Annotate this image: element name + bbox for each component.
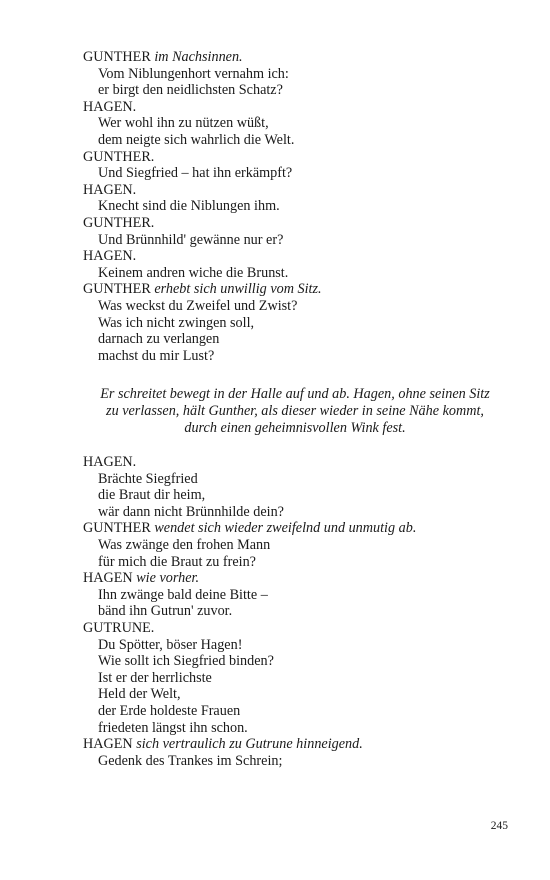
speaker-line xyxy=(83,248,513,265)
speaker-line xyxy=(83,736,513,753)
speaker-name: HAGEN. xyxy=(83,181,137,198)
speaker-line xyxy=(83,570,513,587)
stage-direction xyxy=(60,386,530,438)
verse-line: friedeten längst ihn schon. xyxy=(98,719,248,736)
speaker-name: HAGEN. xyxy=(83,98,137,115)
speaker-line xyxy=(83,99,513,116)
verse-line: Und Brünnhild' gewänne nur er? xyxy=(98,231,284,248)
stage-direction-line: Er schreitet bewegt in der Halle auf und ab. Hagen, ohne seinen Sitz xyxy=(100,386,490,402)
verse-line: Gedenk des Trankes im Schrein; xyxy=(98,752,283,769)
verse-line: Keinem andren wiche die Brunst. xyxy=(98,264,289,281)
stage-note: sich vertraulich zu Gutrune hinneigend. xyxy=(136,736,363,753)
verse-line: Ist er der herrlichste xyxy=(98,669,212,686)
verse-line: Brächte Siegfried xyxy=(98,470,198,487)
speaker-line xyxy=(83,215,513,232)
verse-line: dem neigte sich wahrlich die Welt. xyxy=(98,131,295,148)
verse-line: die Braut dir heim, xyxy=(98,487,206,504)
speaker-line xyxy=(83,454,513,471)
speaker-name: GUNTHER. xyxy=(83,214,155,231)
verse-line: Was zwänge den frohen Mann xyxy=(98,536,271,553)
verse-line: darnach zu verlangen xyxy=(98,331,220,348)
stage-note: im Nachsinnen. xyxy=(154,49,243,65)
verse-line: machst du mir Lust? xyxy=(98,347,215,364)
speaker-name: GUTRUNE. xyxy=(83,619,155,636)
verse-line: Wie sollt ich Siegfried binden? xyxy=(98,653,274,670)
speaker-name: GUNTHER. xyxy=(83,148,155,165)
speaker-name: GUNTHER xyxy=(83,281,151,298)
stage-note: wendet sich wieder zweifelnd und unmutig ab. xyxy=(154,520,417,537)
speaker-name: HAGEN. xyxy=(83,454,137,470)
verse-line: er birgt den neidlichsten Schatz? xyxy=(98,82,283,99)
speaker-line xyxy=(83,520,513,537)
stage-direction-line: durch einen geheimnisvollen Wink fest. xyxy=(184,420,406,437)
speaker-name: HAGEN xyxy=(83,570,133,587)
speaker-line xyxy=(83,620,513,637)
speaker-line xyxy=(83,149,513,166)
verse-line: Held der Welt, xyxy=(98,686,181,703)
verse-line: wär dann nicht Brünnhilde dein? xyxy=(98,503,284,520)
verse-line: für mich die Braut zu frein? xyxy=(98,553,256,570)
verse-line: Wer wohl ihn zu nützen wüßt, xyxy=(98,115,269,132)
dialogue-block-2 xyxy=(83,454,513,769)
verse-line: Was weckst du Zweifel und Zwist? xyxy=(98,297,298,314)
page-number: 245 xyxy=(490,820,508,832)
verse-line: bänd ihn Gutrun' zuvor. xyxy=(98,603,233,620)
dialogue-block-1 xyxy=(83,49,513,364)
speaker-line xyxy=(83,182,513,199)
speaker-name: GUNTHER xyxy=(83,520,151,537)
speaker-name: HAGEN xyxy=(83,736,133,753)
speaker-name: HAGEN. xyxy=(83,248,137,265)
stage-direction-line: zu verlassen, hält Gunther, als dieser wieder in seine Nähe kommt, xyxy=(106,403,484,420)
verse-line: der Erde holdeste Frauen xyxy=(98,702,241,719)
verse-line: Ihn zwänge bald deine Bitte – xyxy=(98,586,268,603)
verse-line: Und Siegfried – hat ihn erkämpft? xyxy=(98,165,293,182)
verse-line: Was ich nicht zwingen soll, xyxy=(98,314,255,331)
speaker-line xyxy=(83,49,513,66)
verse-line: Knecht sind die Niblungen ihm. xyxy=(98,198,280,215)
verse-line: Vom Niblungenhort vernahm ich: xyxy=(98,65,289,82)
stage-note: erhebt sich unwillig vom Sitz. xyxy=(154,281,322,298)
stage-note: wie vorher. xyxy=(136,570,199,587)
speaker-name: GUNTHER xyxy=(83,49,151,65)
verse-line: Du Spötter, böser Hagen! xyxy=(98,636,243,653)
speaker-line xyxy=(83,281,513,298)
